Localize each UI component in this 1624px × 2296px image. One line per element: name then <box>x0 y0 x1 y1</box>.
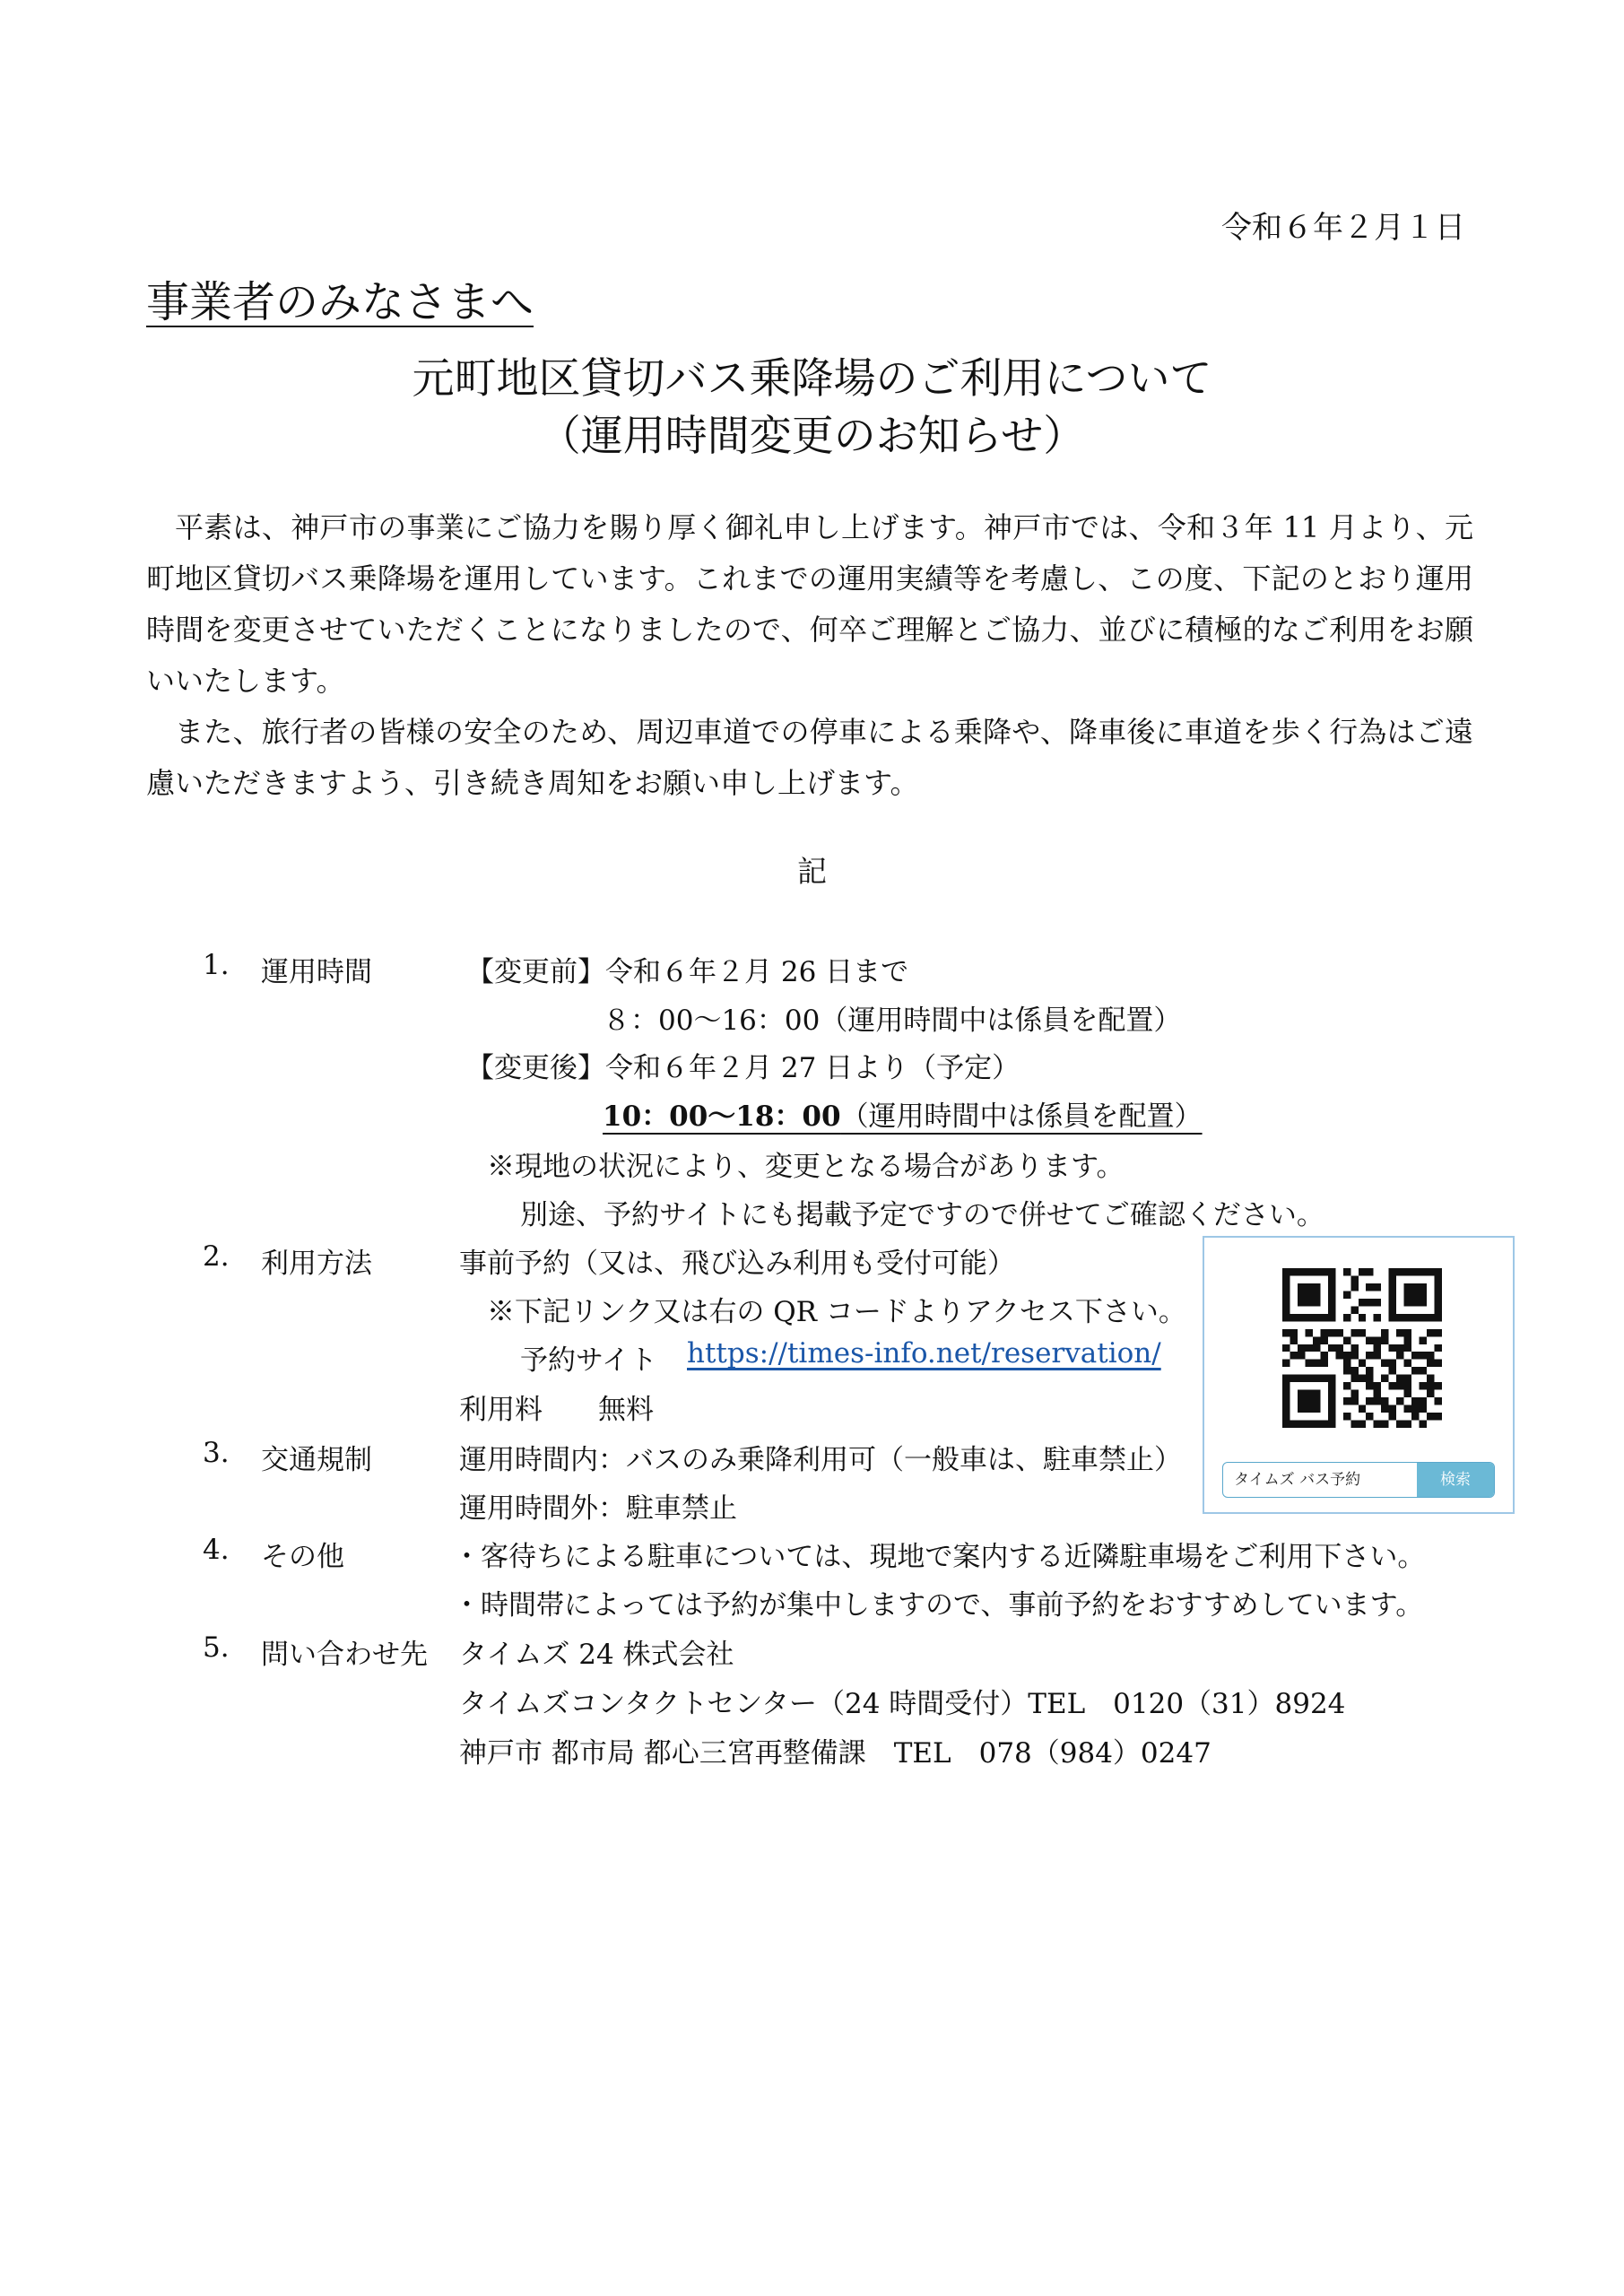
after-change-hours: 10：00～18：00 <box>603 1100 841 1133</box>
ki-heading: 記 <box>797 854 827 889</box>
contact-company: タイムズ 24 株式会社 <box>459 1639 734 1671</box>
access-note: ※下記リンク又は右の QR コードよりアクセス下さい。 <box>487 1296 1186 1328</box>
item-5-label: 問い合わせ先 <box>261 1639 428 1671</box>
document-date: 令和６年２月１日 <box>1221 210 1465 246</box>
title-line-2: （運用時間変更のお知らせ） <box>538 412 1086 461</box>
item-2-label: 利用方法 <box>261 1248 372 1280</box>
item-4-number: 4. <box>203 1534 230 1566</box>
contact-center-phone: タイムズコンタクトセンター（24 時間受付）TEL 0120（31）8924 <box>459 1688 1346 1720</box>
item-2-number: 2. <box>203 1240 230 1273</box>
reservation-site-link[interactable]: https://times-info.net/reservation/ <box>687 1337 1161 1370</box>
title-line-1: 元町地区貸切バス乗降場のご利用について <box>412 354 1212 404</box>
body-paragraph-1: 平素は、神戸市の事業にご協力を賜り厚く御礼申し上げます。神戸市では、令和３年 11 月より、元町地区貸切バス乗降場を運用しています。これまでの運用実績等を考慮し、この度、下記のとおり運用時間を変更させていただくことになりましたので、何卒ご理解とご協力、並びに積極的なご利用をお願いいたします。 <box>146 510 1473 698</box>
after-change-time <box>603 1093 1203 1134</box>
reservation-method: 事前予約（又は、飛び込み利用も受付可能） <box>459 1248 1015 1280</box>
qr-code-panel <box>1203 1236 1515 1514</box>
body-paragraph-2: また、旅行者の皆様の安全のため、周辺車道での停車による乗降や、降車後に車道を歩く行為はご遠慮いただきますよう、引き続き周知をお願い申し上げます。 <box>146 715 1473 800</box>
item-3-label: 交通規制 <box>261 1444 372 1476</box>
traffic-rule-in-hours: 運用時間内：バスのみ乗降利用可（一般車は、駐車禁止） <box>459 1444 1182 1476</box>
addressee-heading: 事業者のみなさまへ <box>146 277 534 327</box>
traffic-rule-out-hours: 運用時間外：駐車禁止 <box>459 1492 737 1525</box>
usage-fee: 利用料 無料 <box>459 1394 654 1426</box>
before-change-tag: 【変更前】 <box>466 956 605 988</box>
change-note-1: ※現地の状況により、変更となる場合があります。 <box>487 1151 1125 1183</box>
other-note-1: ・客待ちによる駐車については、現地で案内する近隣駐車場をご利用下さい。 <box>453 1541 1426 1573</box>
after-change-tag: 【変更後】 <box>466 1052 605 1084</box>
search-bar[interactable] <box>1222 1462 1495 1498</box>
before-change-date: 令和６年２月 26 日まで <box>605 956 909 988</box>
after-change-date: 令和６年２月 27 日より（予定） <box>605 1052 1020 1084</box>
before-change-time: ８：00～16：00（運用時間中は係員を配置） <box>603 1004 1182 1037</box>
item-1-label: 運用時間 <box>261 956 372 988</box>
kobe-city-phone: 神戸市 都市局 都心三宮再整備課 TEL 078（984）0247 <box>459 1737 1211 1770</box>
qr-code-icon[interactable] <box>1282 1268 1442 1428</box>
item-3-number: 3. <box>203 1437 230 1469</box>
other-note-2: ・時間帯によっては予約が集中しますので、事前予約をおすすめしています。 <box>453 1589 1424 1622</box>
item-4-label: その他 <box>261 1541 344 1573</box>
reservation-site-label: 予約サイト <box>520 1344 657 1377</box>
item-1-number: 1. <box>203 949 230 981</box>
item-5-number: 5. <box>203 1631 230 1664</box>
after-change-staff-note: （運用時間中は係員を配置） <box>840 1100 1203 1133</box>
search-query[interactable]: タイムズ バス予約 <box>1234 1471 1361 1489</box>
search-button[interactable]: 検索 <box>1417 1463 1494 1497</box>
body-text <box>146 502 1473 809</box>
change-note-2: 別途、予約サイトにも掲載予定ですので併せてご確認ください。 <box>520 1199 1324 1231</box>
